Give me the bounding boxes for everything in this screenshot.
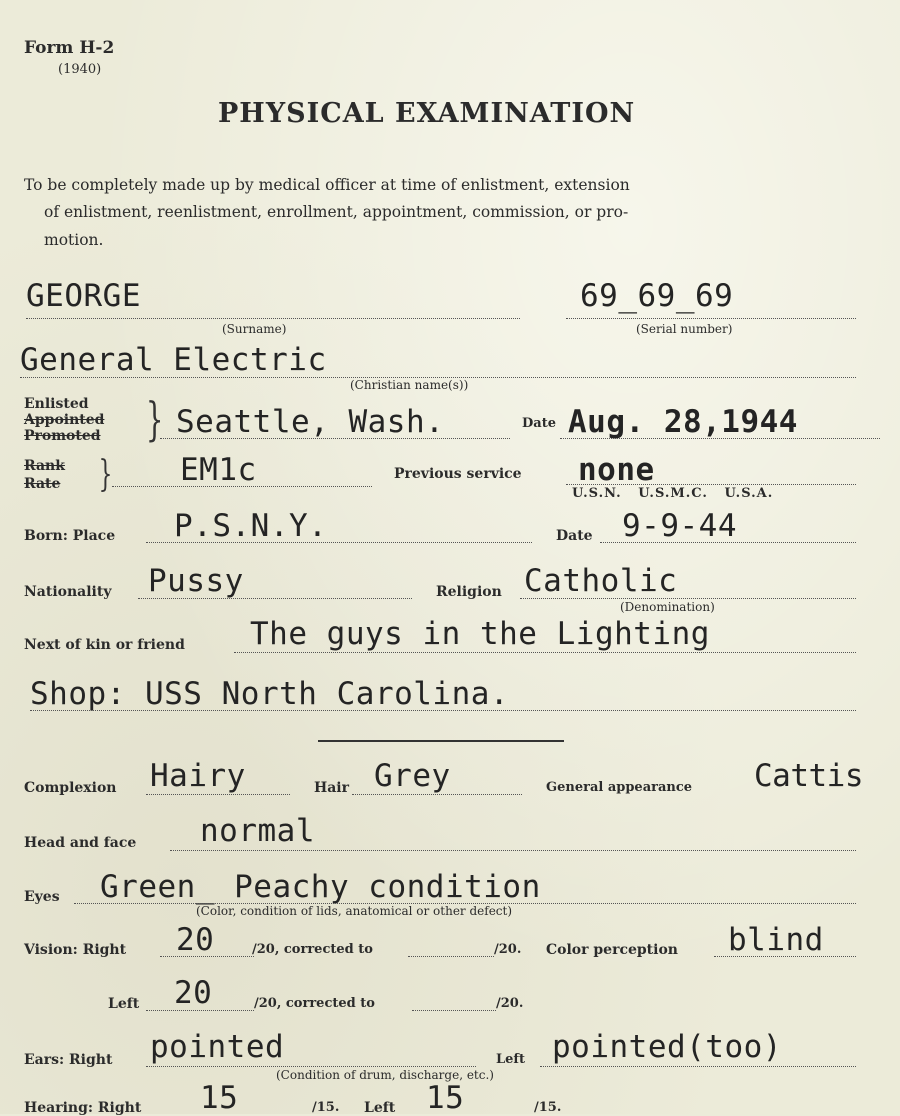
- enlisted-brace: }: [145, 392, 164, 446]
- service-options: U.S.N. U.S.M.C. U.S.A.: [572, 486, 774, 501]
- hair-line: [352, 794, 522, 795]
- born-date-value: 9-9-44: [622, 508, 737, 544]
- nationality-value: Pussy: [148, 563, 244, 599]
- vision-left-value: 20: [174, 975, 213, 1011]
- next-of-kin-value-line-1: The guys in the Lighting: [250, 616, 710, 652]
- born-place-line: [146, 542, 532, 543]
- next-of-kin-line-1: [234, 652, 856, 653]
- complexion-label: Complexion: [24, 780, 117, 796]
- hair-label: Hair: [314, 780, 349, 796]
- vision-right-per20: /20.: [494, 942, 522, 957]
- next-of-kin-value-line-2: Shop: USS North Carolina.: [30, 676, 510, 712]
- serial-number-caption: (Serial number): [636, 322, 733, 336]
- born-place-value: P.S.N.Y.: [174, 508, 328, 544]
- color-perception-label: Color perception: [546, 942, 678, 958]
- complexion-line: [146, 794, 290, 795]
- vision-left-corrected-label: /20, corrected to: [254, 996, 375, 1011]
- ears-left-line: [540, 1066, 856, 1067]
- previous-service-line: [566, 484, 856, 485]
- nationality-line: [138, 598, 412, 599]
- vision-left-corrected-line: [412, 1010, 496, 1011]
- hearing-left-per15: /15.: [534, 1100, 562, 1115]
- religion-line: [520, 598, 856, 599]
- previous-service-value: none: [578, 452, 655, 488]
- hair-value: Grey: [374, 758, 451, 794]
- vision-left-label: Left: [108, 996, 140, 1012]
- page-title: PHYSICAL EXAMINATION: [218, 98, 636, 129]
- surname-line: [26, 318, 520, 319]
- previous-service-label: Previous service: [394, 466, 522, 482]
- rate-label: Rate: [24, 476, 61, 492]
- hearing-left-label: Left: [364, 1100, 396, 1116]
- vision-right-label: Vision: Right: [24, 942, 127, 958]
- head-face-value: normal: [200, 813, 315, 849]
- hearing-left-value: 15: [426, 1080, 465, 1116]
- eyes-value: Green_ Peachy condition: [100, 869, 541, 905]
- section-divider: [318, 740, 564, 742]
- complexion-value: Hairy: [150, 758, 246, 794]
- promoted-label: Promoted: [24, 428, 101, 444]
- next-of-kin-line-2: [30, 710, 856, 711]
- religion-value: Catholic: [524, 563, 678, 599]
- ears-caption: (Condition of drum, discharge, etc.): [276, 1068, 494, 1082]
- general-appearance-label: General appearance: [546, 780, 693, 795]
- enlistment-date-line: [560, 438, 880, 439]
- serial-number-value: 69_69_69: [580, 278, 734, 314]
- next-of-kin-label: Next of kin or friend: [24, 637, 185, 653]
- enlistment-date-value: Aug. 28,1944: [568, 404, 798, 440]
- surname-caption: (Surname): [222, 322, 287, 336]
- color-perception-value: blind: [728, 922, 824, 958]
- rate-line: [112, 486, 372, 487]
- eyes-label: Eyes: [24, 889, 60, 905]
- surname-value: GEORGE: [26, 278, 141, 314]
- vision-right-value: 20: [176, 922, 215, 958]
- religion-label: Religion: [436, 584, 502, 600]
- instructions-line-3: motion.: [44, 231, 104, 249]
- christian-names-caption: (Christian name(s)): [350, 378, 469, 392]
- vision-right-corrected-label: /20, corrected to: [252, 942, 373, 957]
- vision-left-per20: /20.: [496, 996, 524, 1011]
- instructions-line-2: of enlistment, reenlistment, enrollment, appointment, commission, or pro-: [44, 203, 629, 221]
- rate-brace: }: [98, 454, 113, 495]
- enlistment-place-line: [160, 438, 510, 439]
- ears-right-line: [146, 1066, 476, 1067]
- color-perception-line: [714, 956, 856, 957]
- head-face-line: [170, 850, 856, 851]
- form-year: (1940): [58, 62, 102, 77]
- religion-caption: (Denomination): [620, 600, 715, 614]
- rank-label: Rank: [24, 458, 65, 474]
- born-date-line: [600, 542, 856, 543]
- born-date-label: Date: [556, 528, 593, 544]
- nationality-label: Nationality: [24, 584, 112, 600]
- rate-value: EM1c: [180, 452, 257, 488]
- enlistment-place-value: Seattle, Wash.: [176, 404, 445, 440]
- vision-right-line: [160, 956, 254, 957]
- general-appearance-value: Cattis: [754, 758, 863, 794]
- ears-left-label: Left: [496, 1052, 526, 1067]
- serial-number-line: [566, 318, 856, 319]
- ears-right-label: Ears: Right: [24, 1052, 113, 1068]
- head-face-label: Head and face: [24, 835, 137, 851]
- christian-names-value: General Electric: [20, 342, 327, 378]
- form-code: Form H-2: [24, 38, 115, 58]
- hearing-right-value: 15: [200, 1080, 239, 1116]
- enlistment-date-label: Date: [522, 416, 556, 431]
- instructions-line-1: To be completely made up by medical officer at time of enlistment, extension: [24, 176, 630, 194]
- vision-left-line: [146, 1010, 254, 1011]
- ears-right-value: pointed: [150, 1029, 285, 1065]
- born-place-label: Born: Place: [24, 528, 116, 544]
- eyes-caption: (Color, condition of lids, anatomical or other defect): [196, 904, 513, 918]
- vision-right-corrected-line: [408, 956, 494, 957]
- appointed-label: Appointed: [24, 412, 105, 428]
- enlisted-label: Enlisted: [24, 396, 89, 412]
- ears-left-value: pointed(too): [552, 1029, 782, 1065]
- hearing-right-per15: /15.: [312, 1100, 340, 1115]
- hearing-right-label: Hearing: Right: [24, 1100, 142, 1116]
